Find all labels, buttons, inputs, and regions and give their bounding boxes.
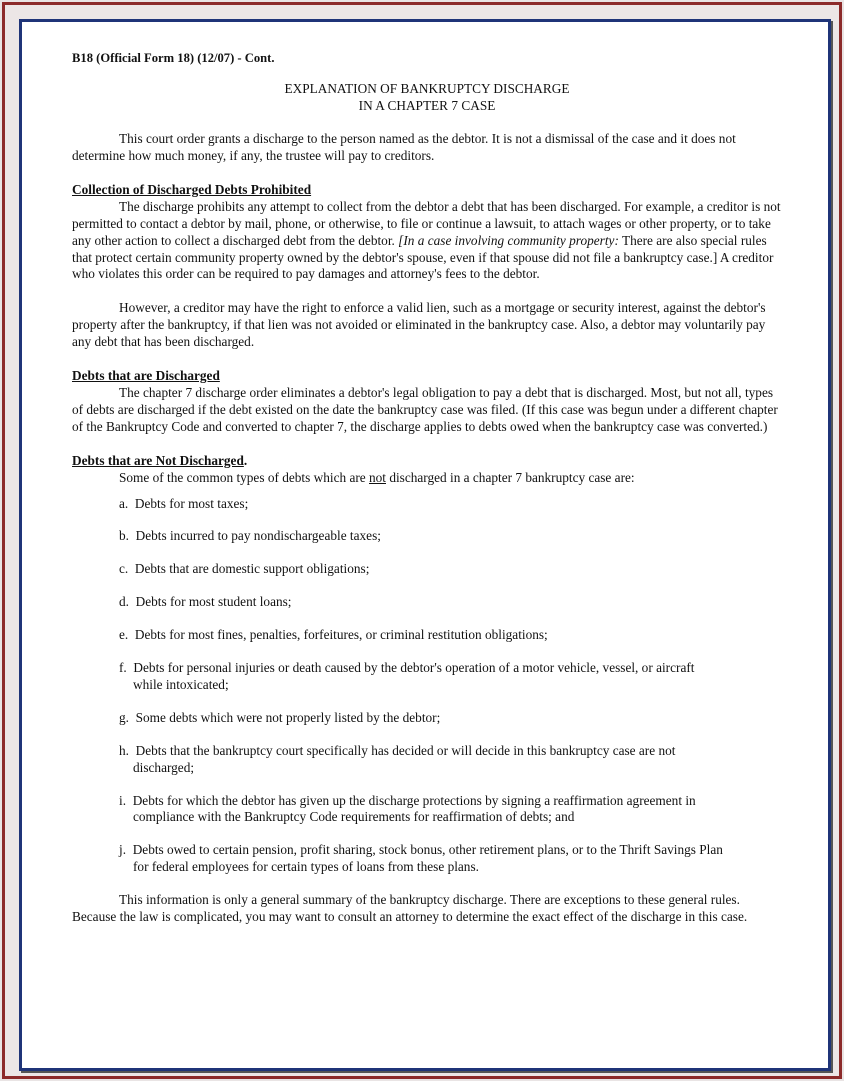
list-item: [119, 528, 782, 545]
lead-underline: not: [369, 469, 386, 485]
list-item: [119, 793, 782, 827]
not-discharged-lead: [72, 470, 782, 487]
list-item: [119, 594, 782, 611]
document-body: [72, 50, 782, 926]
title-line-1: EXPLANATION OF BANKRUPTCY DISCHARGE: [284, 80, 570, 96]
closing-paragraph: This information is only a general summary of the bankruptcy discharge. There are exceptions to these general rules. Because the law is complicated, you may want to consult an attorney to determine the exact effect of the discharge in this case.: [72, 892, 748, 925]
list-item: [119, 710, 782, 727]
list-item-text: Debts for which the debtor has given up the discharge protections by signing a reaffirmation agreement in: [132, 792, 696, 808]
not-discharged-list: [72, 496, 782, 877]
list-item-text: Some debts which were not properly listed by the debtor;: [135, 709, 441, 725]
list-item-text: Debts that the bankruptcy court specifically has decided or will decide in this bankruptcy case are not: [135, 742, 676, 758]
list-item-continuation: discharged;: [133, 759, 195, 775]
document-title: [72, 81, 782, 114]
list-item-label: d.: [119, 594, 129, 610]
discharged-heading: Debts that are Discharged: [72, 368, 220, 384]
not-discharged-heading-period: .: [243, 452, 248, 468]
collection-heading: Collection of Discharged Debts Prohibited: [72, 181, 312, 197]
list-item-text: Debts for personal injuries or death caused by the debtor's operation of a motor vehicle, vessel, or aircraft: [133, 660, 695, 676]
not-discharged-heading: Debts that are Not Discharged: [72, 452, 244, 468]
form-identifier: B18 (Official Form 18) (12/07) - Cont.: [72, 51, 275, 65]
list-item-label: g.: [119, 709, 129, 725]
list-item-label: b.: [119, 528, 129, 544]
list-item-label: h.: [119, 742, 129, 758]
list-item-text: Debts for most fines, penalties, forfeitures, or criminal restitution obligations;: [134, 627, 548, 643]
not-discharged-heading-line: [72, 453, 782, 470]
lead-text-b: discharged in a chapter 7 bankruptcy case are:: [386, 469, 635, 485]
collection-paragraph-2: However, a creditor may have the right to enforce a valid lien, such as a mortgage or security interest, against the debtor's property after the bankruptcy, if that lien was not avoided or eliminated in the bankruptcy case. Also, a debtor may voluntarily pay any debt that has been discharged.: [72, 300, 766, 350]
list-item-label: c.: [119, 561, 129, 577]
list-item-text: Debts for most student loans;: [135, 594, 292, 610]
list-item-label: f.: [119, 660, 127, 676]
list-item-label: i.: [119, 792, 127, 808]
list-item: [119, 561, 782, 578]
list-item-continuation: for federal employees for certain types of loans from these plans.: [133, 859, 479, 875]
intro-paragraph: This court order grants a discharge to the person named as the debtor. It is not a dismissal of the case and it does not determine how much money, if any, the trustee will pay to creditors.: [72, 131, 736, 163]
list-item-text: Debts owed to certain pension, profit sharing, stock bonus, other retirement plans, or to the Thrift Savings Plan: [132, 842, 723, 858]
discharged-paragraph: The chapter 7 discharge order eliminates a debtor's legal obligation to pay a debt that is discharged. Most, but not all, types of debts are discharged if the debt existed on the date the bankruptcy case was filed. (If this case was begun under a different chapter of the Bankruptcy Code and converted to chapter 7, the discharge applies to debts owed when the bankruptcy case was converted.): [72, 384, 778, 434]
list-item-text: Debts that are domestic support obligations;: [134, 561, 370, 577]
title-line-2: IN A CHAPTER 7 CASE: [358, 97, 496, 113]
collection-p1-text-b: There are also special rules that protect certain community property owned by the debtor's spouse, even if that spouse did not file a bankruptcy case.] A creditor who violates this order can be required to pay damages and attorney's fees to the debtor.: [72, 232, 774, 282]
list-item-text: Debts for most taxes;: [134, 495, 249, 511]
lead-text-a: Some of the common types of debts which are: [119, 469, 369, 485]
document-page: [19, 19, 831, 1071]
list-item-label: j.: [119, 842, 127, 858]
list-item: [119, 496, 782, 513]
list-item-text: Debts incurred to pay nondischargeable taxes;: [135, 528, 381, 544]
collection-p1-italic: [In a case involving community property:: [398, 232, 619, 248]
list-item-continuation: while intoxicated;: [133, 676, 229, 692]
list-item-label: e.: [119, 627, 129, 643]
list-item: [119, 743, 782, 777]
collection-paragraph-1: [72, 199, 782, 284]
collection-p1-text-a: The discharge prohibits any attempt to collect from the debtor a debt that has been discharged. For example, a creditor is not permitted to contact a debtor by mail, phone, or otherwise, to file or continue a lawsuit, to attach wages or other property, or to take any other action to collect a discharged debt from the debtor.: [72, 198, 781, 248]
list-item-continuation: compliance with the Bankruptcy Code requirements for reaffirmation of debts; and: [133, 809, 575, 825]
list-item: [119, 842, 782, 876]
list-item-label: a.: [119, 495, 129, 511]
list-item: [119, 660, 782, 694]
list-item: [119, 627, 782, 644]
outer-frame: [2, 2, 842, 1079]
